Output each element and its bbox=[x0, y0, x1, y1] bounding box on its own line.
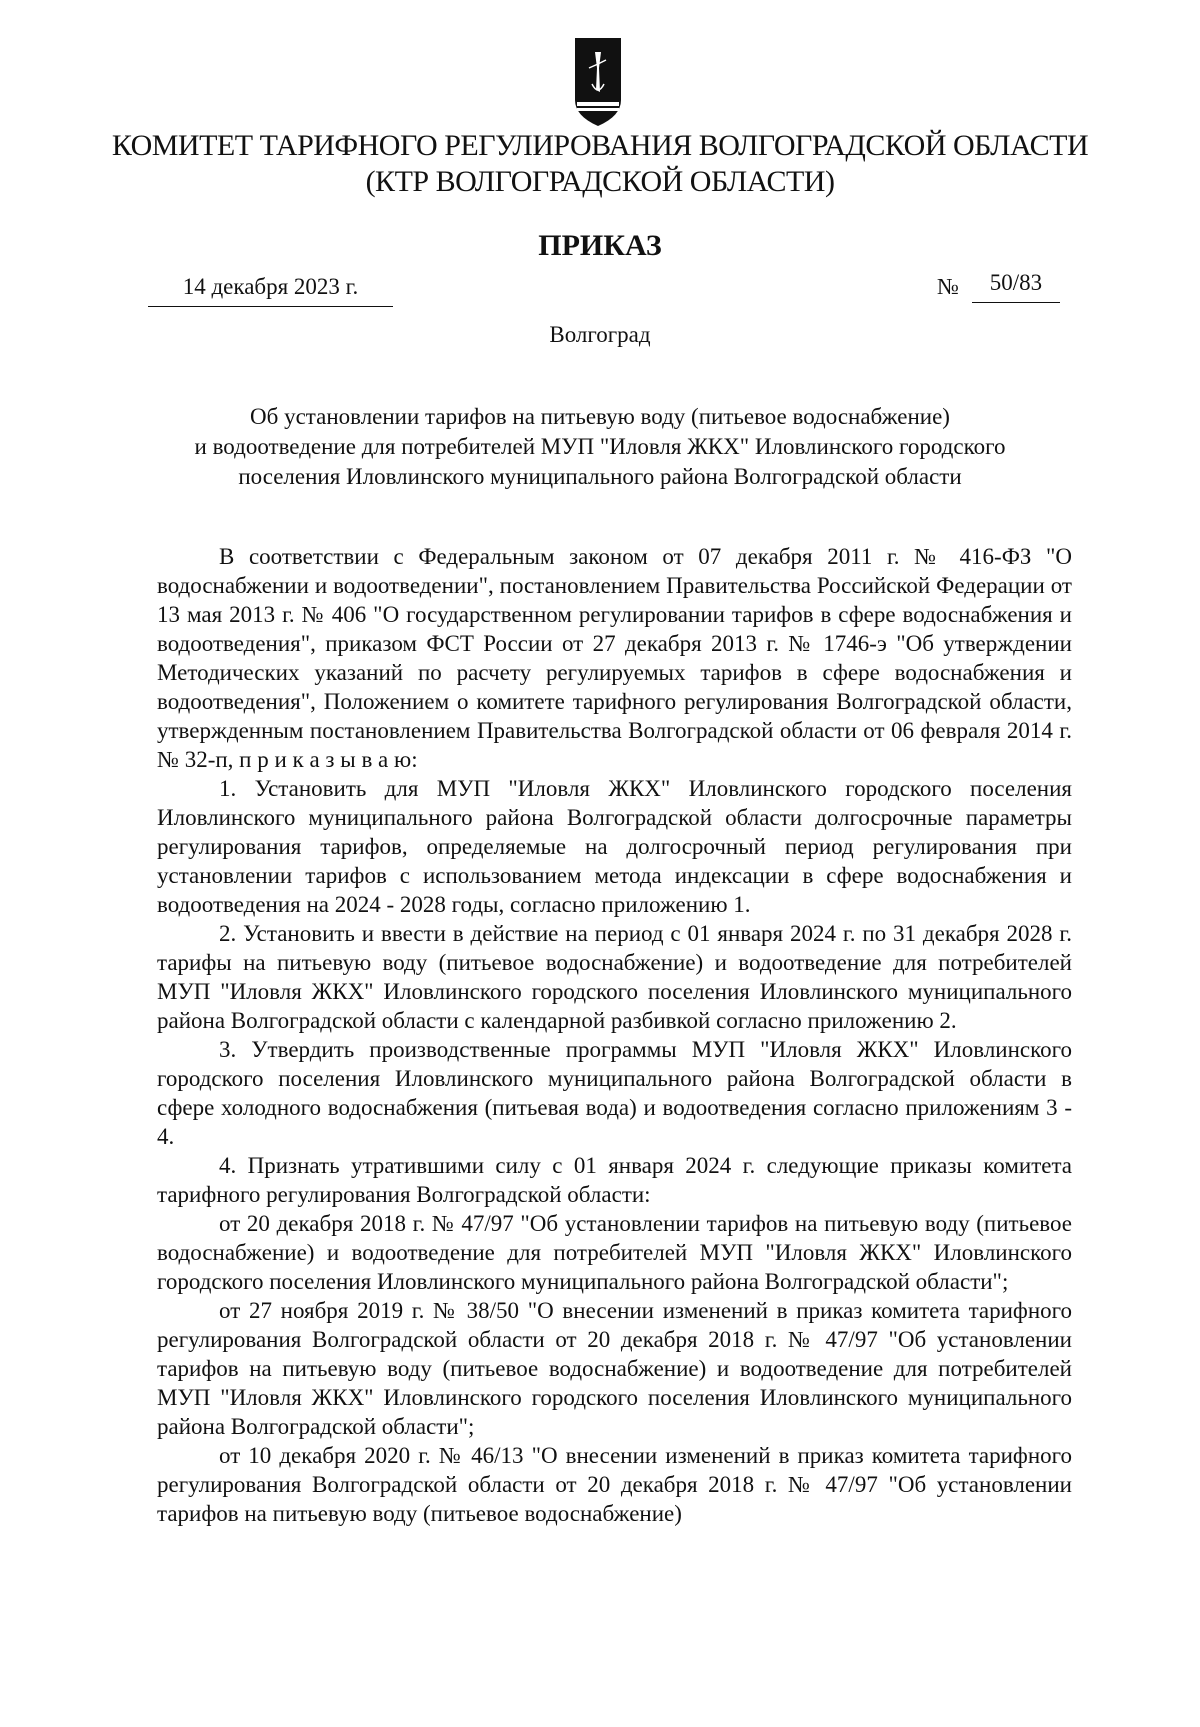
body-paragraph-item-2: 2. Установить и ввести в действие на период с 01 января 2024 г. по 31 декабря 2028 г. тарифы на питьевую воду (питьевое водоснабжение) и водоотведение для потребителей МУП "Иловля ЖКХ" Иловлинского городского поселения Иловлинского муниципального района Волгоградской области с календарной разбивкой согласно приложению 2. bbox=[157, 921, 1072, 1033]
coat-of-arms-icon bbox=[575, 38, 621, 128]
org-name: КОМИТЕТ ТАРИФНОГО РЕГУЛИРОВАНИЯ ВОЛГОГРАДСКОЙ ОБЛАСТИ bbox=[111, 129, 1089, 162]
body-paragraph-item-3: 3. Утвердить производственные программы МУП "Иловля ЖКХ" Иловлинского городского поселения Иловлинского муниципального района Волгоградской области в сфере холодного водоснабжения (питьевая вода) и водоотведения согласно приложениям 3 - 4. bbox=[157, 1037, 1072, 1149]
city: Волгоград bbox=[549, 322, 651, 347]
body-paragraph-preamble: В соответствии с Федеральным законом от 07 декабря 2011 г. № 416-ФЗ "О водоснабжении и водоотведении", постановлением Правительства Российской Федерации от 13 мая 2013 г. № 406 "О государственном регулировании тарифов в сфере водоснабжения и водоотведения", приказом ФСТ России от 27 декабря 2013 г. № 1746-э "Об утверждении Методических указаний по расчету регулируемых тарифов в сфере водоснабжения и водоотведения", Положением о комитете тарифного регулирования Волгоградской области, утвержденным постановлением Правительства Волгоградской области от 06 февраля 2014 г. № 32-п, п р и к а з ы в а ю: bbox=[157, 544, 1072, 772]
document-type: ПРИКАЗ bbox=[538, 229, 662, 262]
document-subject bbox=[140, 402, 1060, 492]
document-body bbox=[157, 542, 1072, 1528]
subject-line: Об установлении тарифов на питьевую воду (питьевое водоснабжение) bbox=[250, 404, 950, 429]
document-date: 14 декабря 2023 г. bbox=[148, 268, 393, 307]
subject-line: поселения Иловлинского муниципального района Волгоградской области bbox=[238, 464, 962, 489]
body-paragraph-repealed-3: от 10 декабря 2020 г. № 46/13 "О внесении изменений в приказ комитета тарифного регулирования Волгоградской области от 20 декабря 2018 г. № 47/97 "Об установлении тарифов на питьевую воду (питьевое водоснабжение) bbox=[157, 1443, 1072, 1526]
subject-line: и водоотведение для потребителей МУП "Иловля ЖКХ" Иловлинского городского bbox=[194, 434, 1006, 459]
body-paragraph-repealed-1: от 20 декабря 2018 г. № 47/97 "Об установлении тарифов на питьевую воду (питьевое водоснабжение) и водоотведение для потребителей МУП "Иловля ЖКХ" Иловлинского городского поселения Иловлинского муниципального района Волгоградской области"; bbox=[157, 1211, 1072, 1294]
body-paragraph-item-4: 4. Признать утратившими силу с 01 января 2024 г. следующие приказы комитета тарифного регулирования Волгоградской области: bbox=[157, 1153, 1072, 1207]
body-paragraph-item-1: 1. Установить для МУП "Иловля ЖКХ" Иловлинского городского поселения Иловлинского муниципального района Волгоградской области долгосрочные параметры регулирования тарифов, определяемые на долгосрочный период регулирования при установлении тарифов с использованием метода индексации в сфере водоснабжения и водоотведения на 2024 - 2028 годы, согласно приложению 1. bbox=[157, 776, 1072, 917]
number-label: № bbox=[937, 274, 959, 299]
document-number: 50/83 bbox=[972, 264, 1060, 303]
org-short-name: (КТР ВОЛГОГРАДСКОЙ ОБЛАСТИ) bbox=[365, 165, 835, 198]
body-paragraph-repealed-2: от 27 ноября 2019 г. № 38/50 "О внесении изменений в приказ комитета тарифного регулирования Волгоградской области от 20 декабря 2018 г. № 47/97 "Об установлении тарифов на питьевую воду (питьевое водоснабжение) и водоотведение для потребителей МУП "Иловля ЖКХ" Иловлинского городского поселения Иловлинского муниципального района Волгоградской области"; bbox=[157, 1298, 1072, 1439]
